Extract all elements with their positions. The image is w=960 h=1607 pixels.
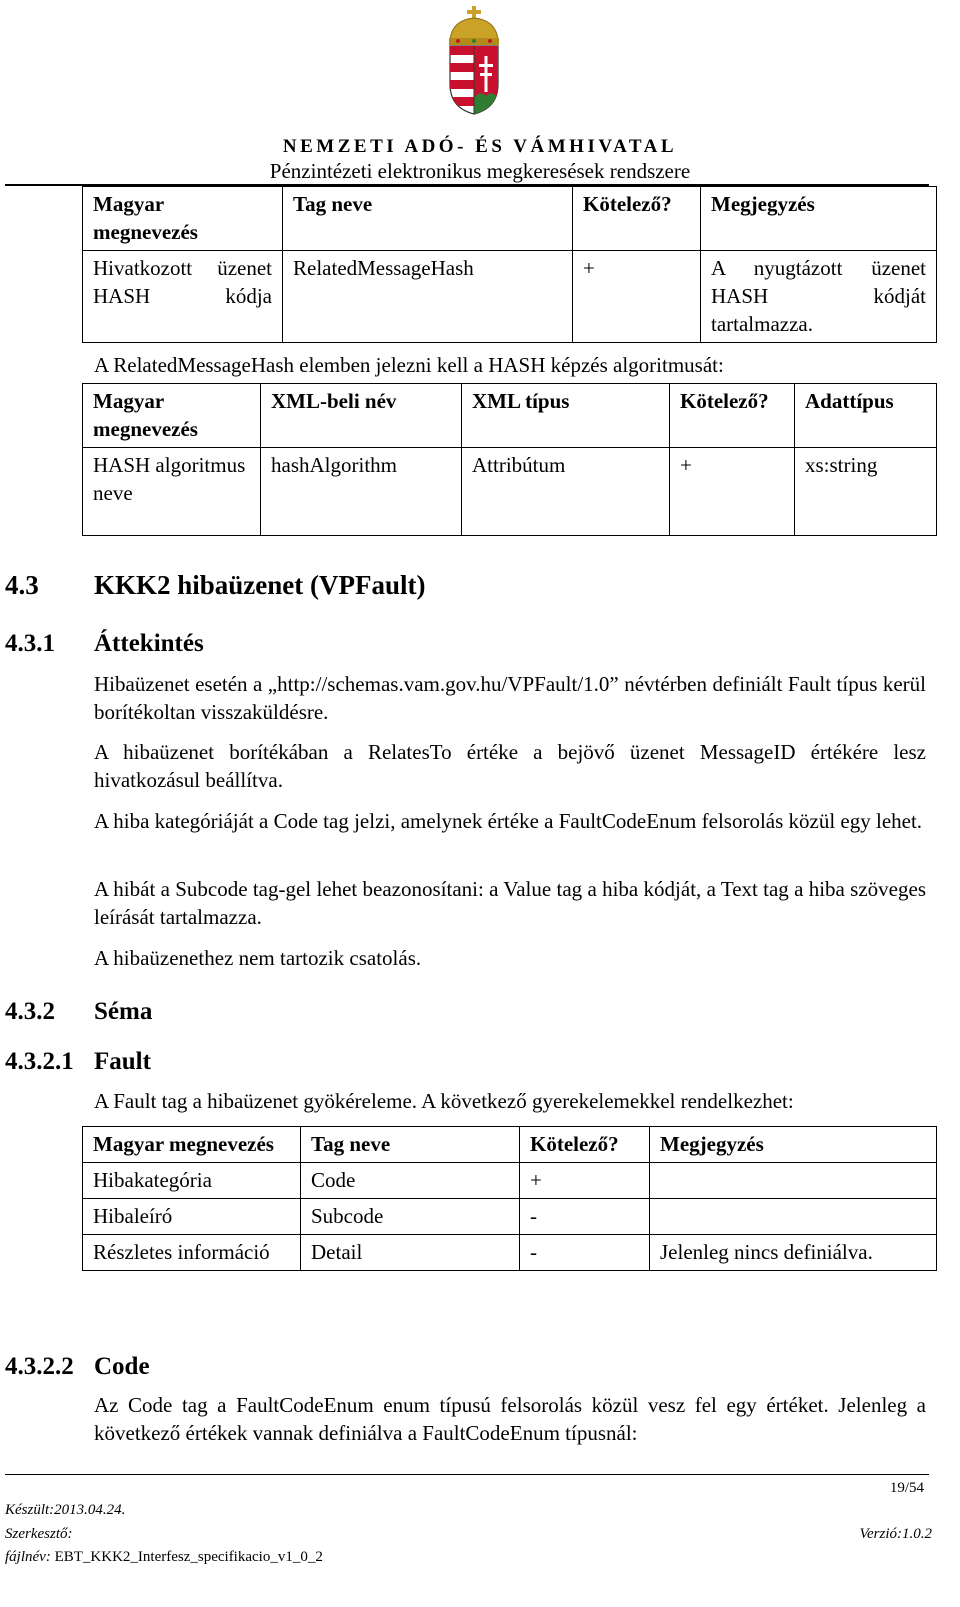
table-cell: Részletes információ [83,1235,301,1271]
section-number: 4.3.1 [5,630,55,657]
table-cell: Code [301,1163,520,1199]
table-cell: A nyugtázott üzenet HASH kódját tartalmazza. [701,251,937,343]
filename-value: EBT_KKK2_Interfesz_specifikacio_v1_0_2 [50,1549,323,1565]
table-header-cell: XML-beli név [261,384,462,448]
table-cell: + [520,1163,650,1199]
section-number: 4.3.2.1 [5,1048,74,1075]
table-header-cell: Kötelező? [573,187,701,251]
table-cell: hashAlgorithm [261,448,462,536]
overview-paragraph: A hibaüzenet borítékában a RelatesTo értéke a bejövő üzenet MessageID értékére lesz hivatkozásul beállítva. [94,740,926,792]
section-heading-4-3-2-2 [5,1353,605,1383]
section-title: Áttekintés [94,630,204,657]
section-title: Séma [94,998,153,1025]
table-header-cell: Tag neve [283,187,573,251]
overview-paragraph: A hibaüzenethez nem tartozik csatolás. [94,946,422,970]
table-header-cell: Megjegyzés [650,1127,937,1163]
table-cell: - [520,1199,650,1235]
table-cell: Detail [301,1235,520,1271]
page-number: 19/54 [889,1480,924,1496]
table-header-cell: Magyar megnevezés [83,1127,301,1163]
table-header-cell: Adattípus [795,384,937,448]
table-cell: Subcode [301,1199,520,1235]
table-cell: xs:string [795,448,937,536]
table-header-row [83,1127,937,1163]
table-cell: Hibaleíró [83,1199,301,1235]
section-title: Fault [94,1048,151,1075]
table-cell [650,1199,937,1235]
table-header-cell: Megjegyzés [701,187,937,251]
section-heading-4-3-1 [5,630,605,660]
table-cell: RelatedMessageHash [283,251,573,343]
table-cell: HASH algoritmus neve [83,448,261,536]
table-cell: Jelenleg nincs definiálva. [650,1235,937,1271]
organization-name: NEMZETI ADÓ- ÉS VÁMHIVATAL [282,136,678,157]
table-cell: + [573,251,701,343]
filename [5,1549,323,1566]
code-paragraph: Az Code tag a FaultCodeEnum enum típusú felsorolás közül vesz fel egy értéket. Jelenleg a következő értékek vannak definiálva a FaultCodeEnum típusnál: [94,1393,926,1445]
hungarian-coat-of-arms-icon [446,6,502,116]
hash-algorithm-paragraph: A RelatedMessageHash elemben jelezni kell a HASH képzés algoritmusát: [94,353,724,377]
fault-intro-paragraph: A Fault tag a hibaüzenet gyökéreleme. A következő gyerekelemekkel rendelkezhet: [94,1089,794,1113]
editor-label: Szerkesztő: [5,1526,73,1542]
table-cell: - [520,1235,650,1271]
table-header-row [83,384,937,448]
table-row [83,448,937,536]
table-row [83,1199,937,1235]
related-hash-table [82,186,937,343]
table-cell: + [670,448,795,536]
table-header-cell: Kötelező? [670,384,795,448]
fault-children-table [82,1126,937,1271]
section-number: 4.3 [5,570,39,600]
hash-algorithm-table [82,383,937,536]
table-header-cell: Kötelező? [520,1127,650,1163]
section-title: Code [94,1353,150,1380]
section-number: 4.3.2 [5,998,55,1025]
table-cell: Hivatkozott üzenet HASH kódja [83,251,283,343]
organization-subtitle: Pénzintézeti elektronikus megkeresések rendszere [269,159,691,183]
table-cell: Hibakategória [83,1163,301,1199]
section-heading-4-3-2-1 [5,1048,605,1078]
table-header-cell: Magyar megnevezés [83,187,283,251]
table-row [83,1235,937,1271]
table-cell: Attribútum [462,448,670,536]
table-header-cell: Magyar megnevezés [83,384,261,448]
version-label: Verzió:1.0.2 [859,1526,932,1542]
table-row [83,251,937,343]
table-header-cell: Tag neve [301,1127,520,1163]
section-title: KKK2 hibaüzenet (VPFault) [94,570,426,600]
table-row [83,1163,937,1199]
table-header-cell: XML típus [462,384,670,448]
overview-paragraph: Hibaüzenet esetén a „http://schemas.vam.gov.hu/VPFault/1.0” névtérben definiált Fault típus kerül borítékoltan visszaküldésre. [94,672,926,724]
footer-rule [5,1474,929,1475]
created-date: Készült:2013.04.24. [5,1502,126,1518]
filename-label: fájlnév: [5,1549,51,1565]
table-header-row [83,187,937,251]
overview-paragraph: A hiba kategóriáját a Code tag jelzi, amelynek értéke a FaultCodeEnum felsorolás közül egy lehet. [94,809,923,833]
table-cell [650,1163,937,1199]
section-heading-4-3 [5,570,605,602]
section-number: 4.3.2.2 [5,1353,74,1380]
section-heading-4-3-2 [5,998,605,1028]
overview-paragraph: A hibát a Subcode tag-gel lehet beazonosítani: a Value tag a hiba kódját, a Text tag a hiba szöveges leírását tartalmazza. [94,877,926,929]
